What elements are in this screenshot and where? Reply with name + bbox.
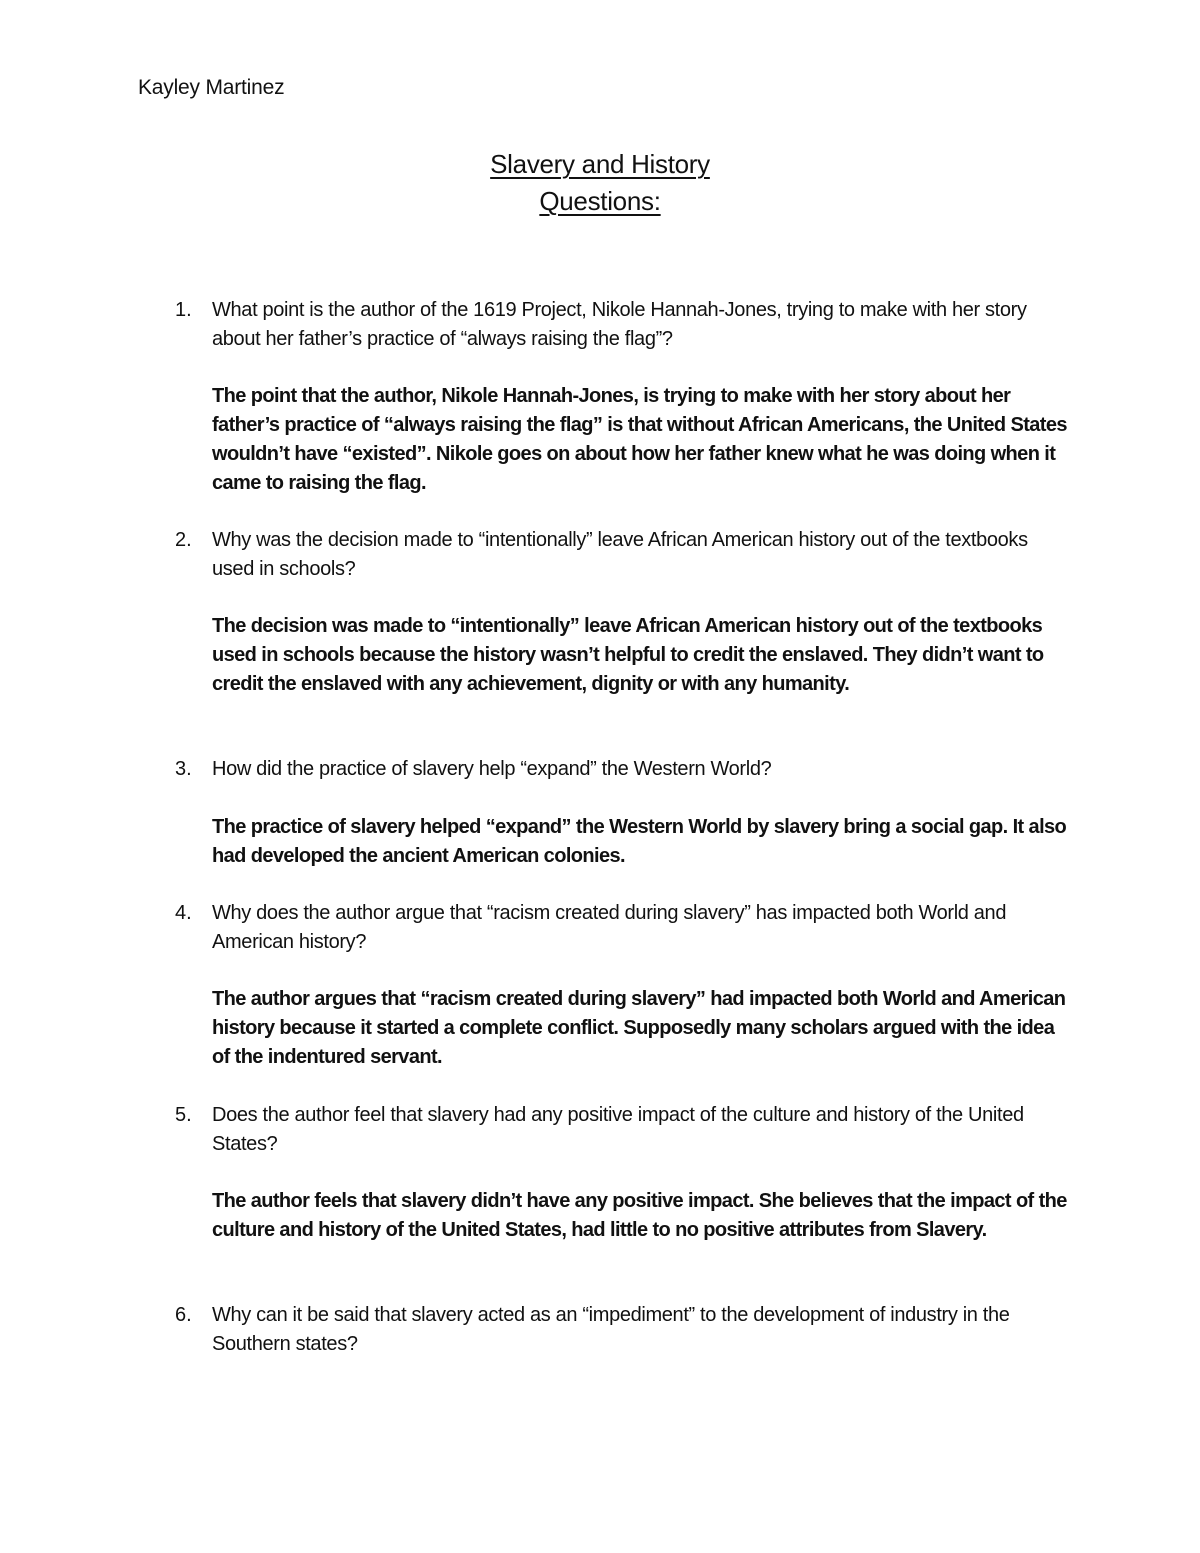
question-number: 5. — [175, 1104, 192, 1126]
question-number: 2. — [175, 529, 192, 551]
author-name: Kayley Martinez — [138, 76, 285, 99]
question-text: Why does the author argue that “racism created during slavery” has impacted both World and American history? — [212, 902, 1007, 953]
document-subtitle: Questions: — [539, 186, 661, 216]
question-number: 6. — [175, 1304, 192, 1326]
question-text: Why was the decision made to “intentionally” leave African American history out of the textbooks used in schools? — [212, 529, 1028, 580]
answer-text: The point that the author, Nikole Hannah-Jones, is trying to make with her story about her father’s practice of “always raising the flag” is that without African Americans, the United States wouldn’t have “existed”. Nikole goes on about how her father knew what he was doing when it came to raising the flag. — [212, 385, 1067, 494]
answer-text: The author feels that slavery didn’t have any positive impact. She believes that the impact of the culture and history of the United States, had little to no positive attributes from Slavery. — [212, 1190, 1067, 1241]
question-text: Does the author feel that slavery had any positive impact of the culture and history of the United States? — [212, 1104, 1024, 1155]
question-text: How did the practice of slavery help “expand” the Western World? — [212, 758, 772, 780]
question-number: 4. — [175, 902, 192, 924]
question-number: 1. — [175, 299, 192, 321]
question-number: 3. — [175, 758, 192, 780]
answer-text: The author argues that “racism created during slavery” had impacted both World and American history because it started a complete conflict. Supposedly many scholars argued with the idea of the indentured servant. — [212, 988, 1066, 1068]
question-text: Why can it be said that slavery acted as an “impediment” to the development of industry in the Southern states? — [212, 1304, 1010, 1355]
answer-text: The decision was made to “intentionally” leave African American history out of the textbooks used in schools because the history wasn’t helpful to credit the enslaved. They didn’t want to credit the enslaved with any achievement, dignity or with any humanity. — [212, 615, 1044, 695]
question-text: What point is the author of the 1619 Project, Nikole Hannah-Jones, trying to make with her story about her father’s practice of “always raising the flag”? — [212, 299, 1027, 350]
answer-text: The practice of slavery helped “expand” the Western World by slavery bring a social gap. It also had developed the ancient American colonies. — [212, 816, 1067, 867]
document-title: Slavery and History — [490, 149, 710, 179]
